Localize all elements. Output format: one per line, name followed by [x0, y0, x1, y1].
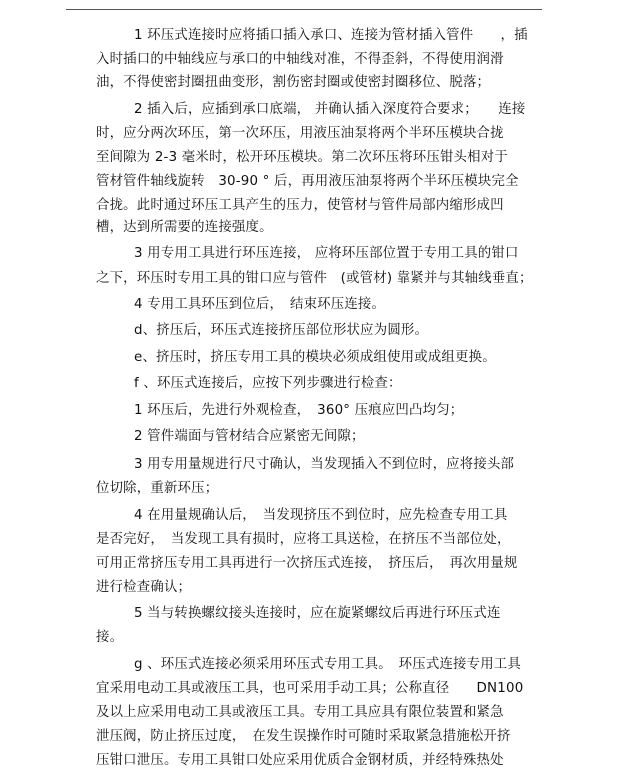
text-line: 接。 — [96, 630, 124, 645]
text-line: 泄压阀，防止挤压过度， 在发生误操作时可随时采取紧急措施松开挤 — [96, 729, 511, 744]
text-line: 2 插入后，应插到承口底端， 并确认插入深度符合要求； 连接 — [134, 102, 526, 117]
text-line: 4 专用工具环压到位后， 结束环压连接。 — [134, 297, 386, 312]
text-line: 宜采用电动工具或液压工具，也可采用手动工具；公称直径 DN100 — [96, 681, 524, 696]
text-line: 1 环压式连接时应将插口插入承口、连接为管材插入管件 ，插 — [134, 28, 528, 43]
text-line: 槽，达到所需要的连接强度。 — [96, 220, 273, 235]
text-line: e、挤压时，挤压专用工具的模块必须成组使用或成组更换。 — [134, 350, 496, 365]
text-line: 及以上应采用电动工具或液压工具。专用工具应具有限位装置和紧急 — [96, 705, 504, 720]
text-line: 进行检查确认； — [96, 580, 192, 595]
text-line: 2 管件端面与管材结合应紧密无间隙； — [134, 429, 365, 444]
text-line: 3 用专用工具进行环压连接， 应将环压部位置于专用工具的钳口 — [134, 246, 519, 261]
text-line: 压钳口泄压。专用工具钳口处应采用优质合金钢材质，并经特殊热处 — [96, 753, 504, 768]
text-line: 4 在用量规确认后， 当发现挤压不到位时，应先检查专用工具 — [134, 508, 508, 523]
text-line: 入时插口的中轴线应与承口的中轴线对准，不得歪斜，不得使用润滑 — [96, 52, 504, 67]
text-line: 3 用专用量规进行尺寸确认，当发现插入不到位时，应将接头部 — [134, 457, 515, 472]
text-line: 1 环压后，先进行外观检查， 360° 压痕应凹凸均匀； — [134, 403, 464, 418]
text-line: f 、环压式连接后，应按下列步骤进行检查： — [134, 376, 402, 391]
header-rule — [66, 9, 542, 10]
text-line: d、挤压后，环压式连接挤压部位形状应为圆形。 — [134, 323, 429, 338]
text-line: 时，应分两次环压，第一次环压，用液压油泵将两个半环压模块合拢 — [96, 126, 504, 141]
text-line: 合拢。此时通过环压工具产生的压力，使管材与管件局部内缩形成凹 — [96, 198, 504, 213]
text-line: g 、环压式连接必须采用环压式专用工具。 环压式连接专用工具 — [134, 657, 521, 672]
text-line: 是否完好， 当发现工具有损时，应将工具送检，在挤压不当部位处， — [96, 532, 511, 547]
text-line: 管材管件轴线旋转 30-90 ° 后，再用液压油泵将两个半环压模块完全 — [96, 174, 519, 189]
text-line: 位切除，重新环压； — [96, 481, 219, 496]
text-line: 5 当与转换螺纹接头连接时，应在旋紧螺纹后再进行环压式连 — [134, 606, 501, 621]
text-line: 可用正常挤压专用工具再进行一次挤压式连接， 挤压后， 再次用量规 — [96, 556, 518, 571]
text-line: 油，不得使密封圈扭曲变形，割伤密封圈或使密封圈移位、脱落； — [96, 75, 491, 90]
text-line: 之下，环压时专用工具的钳口应与管件 (或管材) 靠紧并与其轴线垂直； — [96, 271, 533, 286]
text-line: 至间隙为 2-3 毫米时，松开环压模块。第二次环压将环压钳头相对于 — [96, 150, 508, 165]
